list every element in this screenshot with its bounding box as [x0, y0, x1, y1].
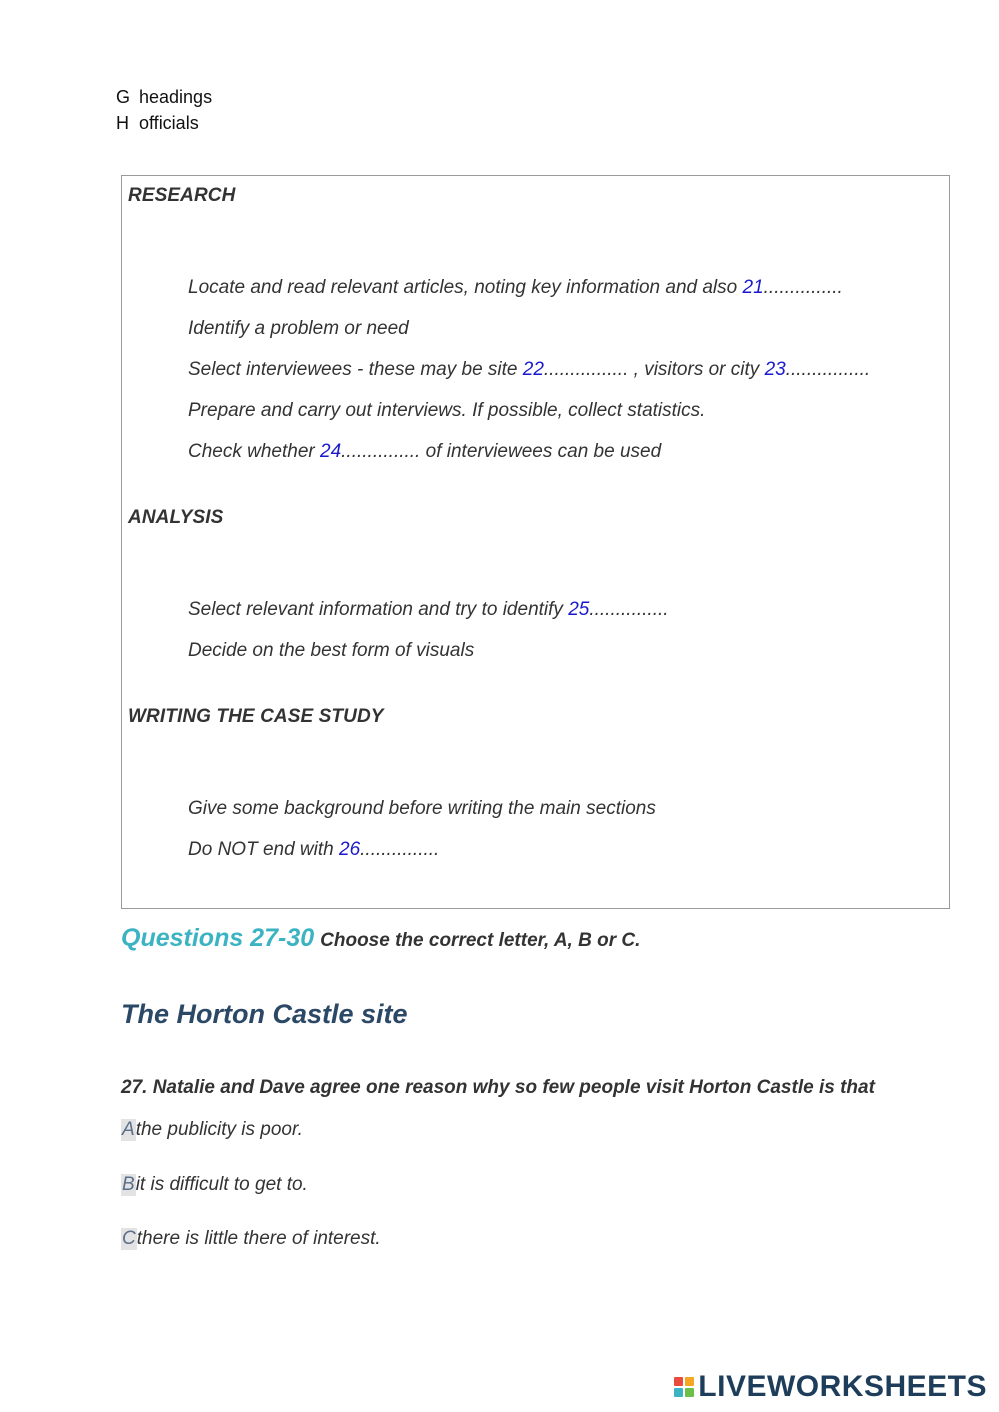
line-text: Do NOT end with: [188, 839, 339, 860]
question-24-number: 24: [320, 441, 342, 462]
logo-square-1: [674, 1377, 683, 1386]
letter-option-h: [116, 110, 212, 136]
analysis-heading: ANALYSIS: [128, 507, 224, 528]
questions-header: [121, 924, 640, 953]
site-title: The Horton Castle site: [121, 999, 408, 1029]
answer-24-blank[interactable]: ...............: [341, 441, 421, 462]
research-heading: RESEARCH: [128, 185, 236, 206]
logo-square-3: [674, 1388, 683, 1397]
research-line-2: Identify a problem or need: [188, 318, 409, 339]
option-letter-a[interactable]: A: [122, 1119, 135, 1140]
research-line-1: [188, 277, 843, 299]
option-text: there is little there of interest.: [136, 1228, 381, 1249]
line-text-tail: of interviewees can be used: [420, 441, 662, 462]
question-21-number: 21: [742, 277, 764, 298]
research-line-4: Prepare and carry out interviews. If possible, collect statistics.: [188, 400, 706, 421]
option-text: it is difficult to get to.: [135, 1174, 308, 1195]
option-b[interactable]: [121, 1174, 308, 1196]
analysis-line-1: [188, 599, 669, 621]
letter-options-list: [116, 84, 212, 136]
question-27-stem: 27. Natalie and Dave agree one reason why so few people visit Horton Castle is that: [121, 1077, 875, 1098]
option-word: officials: [139, 113, 199, 133]
logo-mark-icon: [674, 1377, 694, 1397]
logo-square-4: [685, 1388, 694, 1397]
writing-line-1: Give some background before writing the main sections: [188, 798, 656, 819]
logo-text: LIVEWORKSHEETS: [698, 1370, 987, 1403]
logo-square-2: [685, 1377, 694, 1386]
answer-26-blank[interactable]: ...............: [360, 839, 440, 860]
question-23-number: 23: [764, 359, 786, 380]
answer-21-blank[interactable]: ...............: [763, 277, 843, 298]
option-a[interactable]: [121, 1119, 303, 1141]
question-25-number: 25: [568, 599, 590, 620]
line-text: Check whether: [188, 441, 321, 462]
option-word: headings: [139, 87, 213, 107]
questions-instruction: Choose the correct letter, A, B or C.: [320, 930, 641, 951]
option-text: the publicity is poor.: [135, 1119, 303, 1140]
question-26-number: 26: [339, 839, 361, 860]
option-letter-c[interactable]: C: [122, 1228, 136, 1249]
writing-line-2: [188, 839, 439, 861]
writing-heading: WRITING THE CASE STUDY: [128, 706, 384, 727]
line-text-mid: , visitors or city: [628, 359, 765, 380]
questions-title: Questions 27-30: [121, 924, 315, 952]
question-22-number: 22: [522, 359, 544, 380]
option-letter-b[interactable]: B: [122, 1174, 135, 1195]
option-letter: G: [116, 87, 131, 107]
option-letter: H: [116, 113, 129, 133]
answer-22-blank[interactable]: ................: [543, 359, 629, 380]
notes-box: [121, 175, 950, 909]
analysis-line-2: Decide on the best form of visuals: [188, 640, 475, 661]
research-line-3: [188, 359, 870, 381]
answer-25-blank[interactable]: ...............: [589, 599, 669, 620]
letter-option-g: [116, 84, 212, 110]
option-c[interactable]: [121, 1228, 381, 1250]
answer-23-blank[interactable]: ................: [785, 359, 871, 380]
line-text: Select relevant information and try to identify: [188, 599, 569, 620]
research-line-5: [188, 441, 661, 463]
line-text: Select interviewees - these may be site: [188, 359, 523, 380]
line-text: Locate and read relevant articles, noting key information and also: [188, 277, 743, 298]
liveworksheets-logo[interactable]: [674, 1370, 987, 1404]
